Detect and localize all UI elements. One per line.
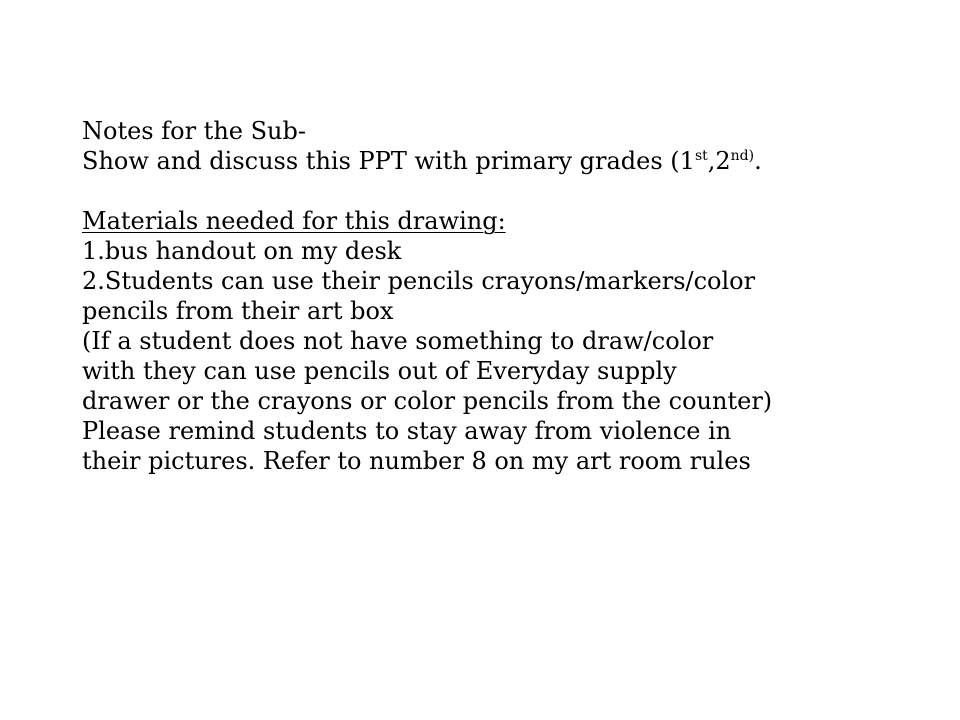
materials-heading-line	[82, 206, 942, 236]
notes-intro-line	[82, 146, 942, 176]
intro-middle: ,2	[707, 147, 731, 175]
notes-title: Notes for the Sub-	[82, 117, 306, 145]
notes-line: pencils from their art box	[82, 297, 394, 325]
notes-line: (If a student does not have something to draw/color	[82, 327, 714, 355]
notes-line: Please remind students to stay away from violence in	[82, 417, 732, 445]
materials-heading: Materials needed for this drawing:	[82, 207, 506, 235]
intro-prefix: Show and discuss this PPT with primary grades (1	[82, 147, 695, 175]
notes-line: with they can use pencils out of Everyday supply	[82, 357, 677, 385]
notes-text-block	[82, 116, 942, 476]
intro-suffix: .	[754, 147, 762, 175]
intro-superscript-second: nd)	[730, 148, 755, 164]
notes-line: drawer or the crayons or color pencils from the counter)	[82, 387, 773, 415]
intro-superscript-first: st	[694, 148, 708, 164]
notes-line: 1.bus handout on my desk	[82, 237, 402, 265]
notes-line: 2.Students can use their pencils crayons/markers/color	[82, 267, 756, 295]
blank-spacer	[82, 176, 942, 206]
notes-line: their pictures. Refer to number 8 on my art room rules	[82, 447, 751, 475]
